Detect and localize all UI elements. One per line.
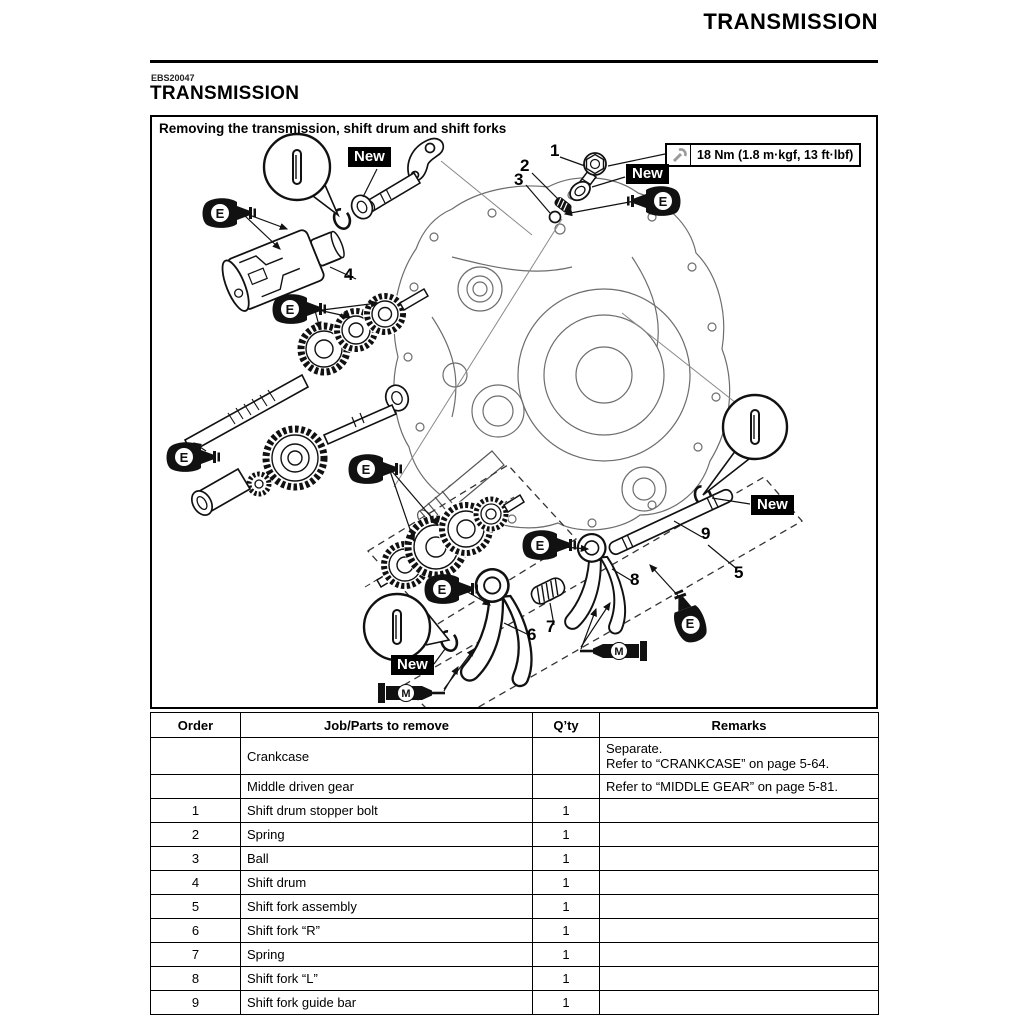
remarks-cell: [600, 799, 879, 823]
figure-title: Removing the transmission, shift drum and shift forks: [159, 121, 507, 136]
order-cell: 3: [151, 847, 241, 871]
crankcase-drawing: [394, 178, 730, 530]
order-cell: 7: [151, 943, 241, 967]
qty-cell: 1: [533, 847, 600, 871]
qty-cell: 1: [533, 823, 600, 847]
job-cell: Shift fork “L”: [241, 967, 533, 991]
table-row: [151, 919, 879, 943]
parts-table: [150, 712, 879, 1015]
qty-cell: [533, 738, 600, 775]
remarks-cell: [600, 738, 879, 775]
washer-small-drawing: [348, 192, 376, 222]
table-row: [151, 823, 879, 847]
job-cell: Shift fork “R”: [241, 919, 533, 943]
page-title: TRANSMISSION: [150, 83, 300, 104]
remarks-cell: [600, 823, 879, 847]
remarks-cell: [600, 847, 879, 871]
section-code: EBS20047: [151, 73, 195, 83]
job-cell: Spring: [241, 943, 533, 967]
svg-text:M: M: [401, 688, 411, 700]
callout-number: 2: [520, 156, 530, 175]
callout-number: 8: [630, 570, 640, 589]
remarks-cell: [600, 967, 879, 991]
svg-text:E: E: [285, 302, 295, 317]
job-cell: Ball: [241, 847, 533, 871]
callout-number: 7: [546, 617, 556, 636]
order-cell: 4: [151, 871, 241, 895]
new-part-label: New: [391, 655, 434, 675]
svg-text:E: E: [658, 194, 668, 209]
job-cell: Spring: [241, 823, 533, 847]
qty-cell: 1: [533, 943, 600, 967]
transmission-exploded-diagram: [152, 117, 876, 707]
new-part-label: New: [348, 147, 391, 167]
remarks-line: Refer to “MIDDLE GEAR” on page 5-81.: [606, 779, 838, 794]
detail-inset-circle: [264, 134, 338, 215]
job-cell: Shift drum stopper bolt: [241, 799, 533, 823]
order-cell: 6: [151, 919, 241, 943]
callout-number: 6: [527, 625, 537, 644]
table-header-cell: Q’ty: [533, 713, 600, 738]
order-cell: 9: [151, 991, 241, 1015]
order-cell: [151, 775, 241, 799]
remarks-line: Refer to “CRANKCASE” on page 5-64.: [606, 756, 830, 771]
callout-number: 9: [701, 524, 711, 543]
running-header: TRANSMISSION: [703, 9, 878, 34]
remarks-cell: [600, 871, 879, 895]
table-row: [151, 799, 879, 823]
remarks-cell: [600, 895, 879, 919]
pin-rod-drawing: [324, 405, 396, 444]
svg-text:E: E: [179, 450, 189, 465]
svg-text:E: E: [535, 538, 545, 553]
callout-number: 1: [550, 141, 560, 160]
remarks-cell: [600, 775, 879, 799]
table-row: [151, 847, 879, 871]
remarks-cell: [600, 991, 879, 1015]
detent-ball-drawing: [550, 212, 561, 223]
table-row: [151, 775, 879, 799]
table-row: [151, 871, 879, 895]
callout-number: 5: [734, 563, 744, 582]
qty-cell: 1: [533, 799, 600, 823]
new-part-label: New: [751, 495, 794, 515]
fork-spring-drawing: [529, 575, 567, 606]
table-header-row: [151, 713, 879, 738]
job-cell: Shift fork assembly: [241, 895, 533, 919]
qty-cell: 1: [533, 871, 600, 895]
job-cell: Shift fork guide bar: [241, 991, 533, 1015]
svg-text:E: E: [361, 462, 371, 477]
header-rule: [150, 60, 878, 63]
table-row: [151, 738, 879, 775]
qty-cell: 1: [533, 895, 600, 919]
table-row: [151, 991, 879, 1015]
svg-text:E: E: [437, 582, 447, 597]
remarks-cell: [600, 943, 879, 967]
new-part-label: New: [626, 164, 669, 184]
torque-value: 18 Nm (1.8 m·kgf, 13 ft·lbf): [697, 148, 854, 162]
order-cell: 8: [151, 967, 241, 991]
qty-cell: 1: [533, 991, 600, 1015]
torque-spec-box: [665, 143, 861, 167]
callout-number: 4: [344, 265, 354, 284]
job-cell: Crankcase: [241, 738, 533, 775]
remarks-cell: [600, 919, 879, 943]
callout-number: 3: [514, 170, 524, 189]
order-cell: 1: [151, 799, 241, 823]
wrench-icon: [667, 145, 691, 165]
qty-cell: [533, 775, 600, 799]
table-row: [151, 967, 879, 991]
detail-inset-circle: [364, 594, 449, 660]
order-cell: 5: [151, 895, 241, 919]
order-cell: [151, 738, 241, 775]
job-cell: Middle driven gear: [241, 775, 533, 799]
table-row: [151, 895, 879, 919]
exploded-view-figure: [150, 115, 878, 709]
job-cell: Shift drum: [241, 871, 533, 895]
table-header-cell: Order: [151, 713, 241, 738]
table-row: [151, 943, 879, 967]
table-header-cell: Remarks: [600, 713, 879, 738]
order-cell: 2: [151, 823, 241, 847]
remarks-line: Separate.: [606, 741, 663, 756]
svg-text:E: E: [215, 206, 225, 221]
qty-cell: 1: [533, 919, 600, 943]
svg-text:M: M: [614, 646, 624, 658]
qty-cell: 1: [533, 967, 600, 991]
table-header-cell: Job/Parts to remove: [241, 713, 533, 738]
svg-text:E: E: [685, 616, 695, 631]
